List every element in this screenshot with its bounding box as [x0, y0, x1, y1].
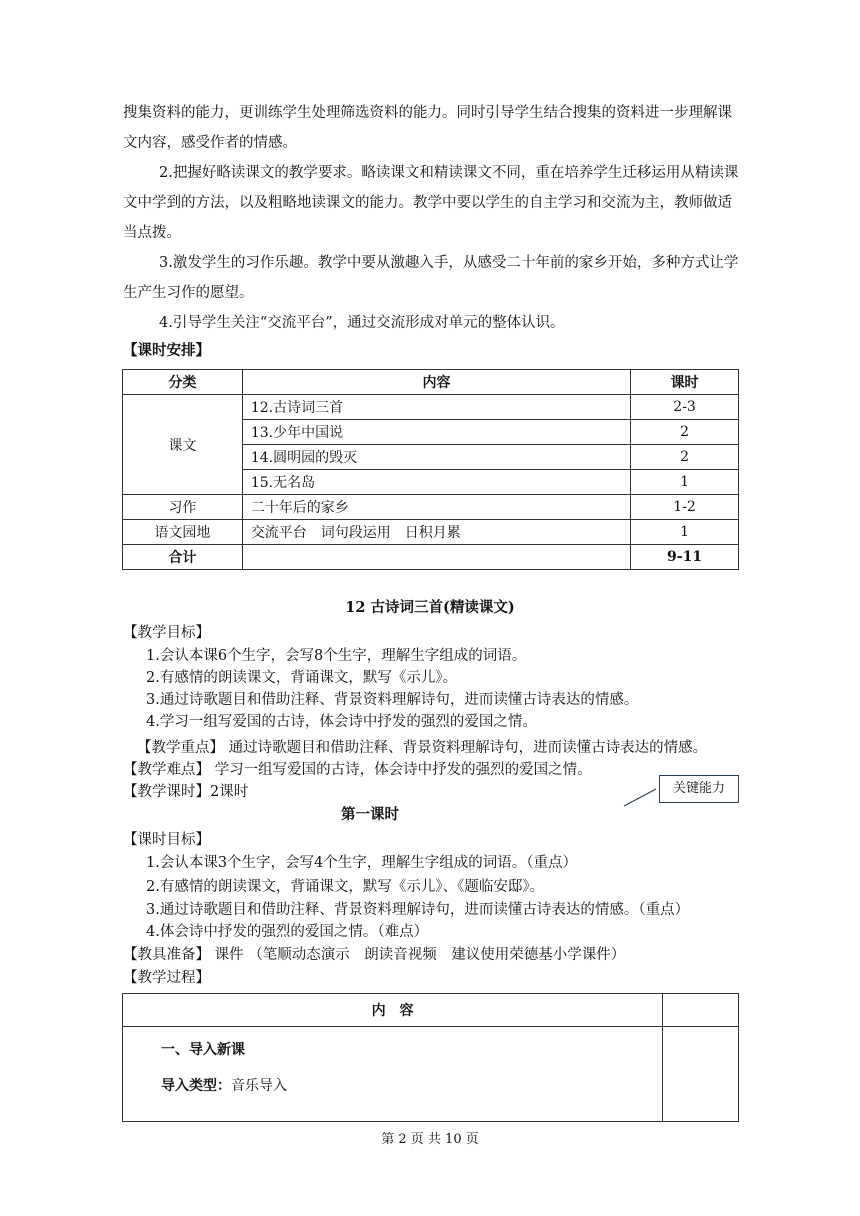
hours-cell: 2: [631, 420, 739, 445]
difficulty: [123, 759, 592, 781]
hours-cell: 1: [631, 470, 739, 495]
key-point-text: 通过诗歌题目和借助注释、背景资料理解诗句，进而读懂古诗表达的情感。: [224, 740, 708, 756]
process-notes-cell: [663, 1027, 739, 1122]
class-hours: [123, 781, 248, 803]
intro-type-label: 导入类型：: [161, 1078, 231, 1094]
materials-text: 课件 （笔顺动态演示 朗读音视频 建议使用荣德基小学课件）: [210, 947, 626, 963]
paragraph-3: 3.激发学生的习作乐趣。教学中要从激趣入手，从感受二十年前的家乡开始，多种方式让学生产生习作的愿望。: [123, 255, 739, 301]
difficulty-label: 【教学难点】: [123, 762, 210, 778]
objective-item: 3.通过诗歌题目和借助注释、背景资料理解诗句，进而读懂古诗表达的情感。: [146, 692, 639, 708]
section-title: 一、导入新课: [161, 1042, 245, 1058]
header-category: 分类: [123, 370, 243, 395]
materials: [123, 944, 625, 966]
process-header-content: 内 容: [123, 994, 663, 1027]
lesson-objective-item: 4.体会诗中抒发的强烈的爱国之情。（难点）: [146, 924, 429, 940]
objective-item: 1.会认本课6个生字，会写8个生字，理解生字组成的词语。: [146, 648, 527, 664]
content-cell: 二十年后的家乡: [242, 495, 630, 520]
lesson-objective-item: 2.有感情的朗读课文，背诵课文，默写《示儿》、《题临安邸》。: [146, 879, 545, 895]
process-header-empty: [663, 994, 739, 1027]
total-content: [242, 545, 630, 570]
process-content-cell: [123, 1027, 663, 1122]
key-ability-callout: 关键能力: [659, 775, 739, 803]
materials-label: 【教具准备】: [123, 947, 210, 963]
table-row: [123, 395, 739, 420]
lesson-objective-item: 1.会认本课3个生字，会写4个生字，理解生字组成的词语。（重点）: [146, 855, 578, 871]
content-cell: 15.无名岛: [242, 470, 630, 495]
category-cell: 习作: [123, 495, 243, 520]
paragraph-1: 搜集资料的能力，更训练学生处理筛选资料的能力。同时引导学生结合搜集的资料进一步理解课文内容，感受作者的情感。: [123, 105, 732, 151]
category-cell: 语文园地: [123, 520, 243, 545]
objectives-heading: 【教学目标】: [123, 625, 210, 641]
total-hours: 9-11: [631, 545, 739, 570]
objective-item: 4.学习一组写爱国的古诗，体会诗中抒发的强烈的爱国之情。: [146, 714, 537, 730]
paragraph-2: 2.把握好略读课文的教学要求。略读课文和精读课文不同，重在培养学生迁移运用从精读课文中学到的方法，以及粗略地读课文的能力。教学中要以学生的自主学习和交流为主，教师做适当点拨。: [123, 165, 739, 241]
paragraph-4: 4.引导学生关注“交流平台”，通过交流形成对单元的整体认识。: [159, 315, 565, 331]
process-body-row: [123, 1027, 739, 1122]
header-hours: 课时: [631, 370, 739, 395]
schedule-heading: 【课时安排】: [123, 342, 210, 359]
intro-type: [161, 1075, 662, 1097]
header-content: 内容: [242, 370, 630, 395]
key-point: [137, 737, 707, 759]
process-header-row: [123, 994, 739, 1027]
schedule-table: [122, 369, 739, 570]
first-lesson-title: 第一课时: [341, 806, 399, 823]
content-cell: 12.古诗词三首: [242, 395, 630, 420]
total-label: 合计: [123, 545, 243, 570]
process-heading: 【教学过程】: [123, 970, 210, 986]
lesson-objectives-heading: 【课时目标】: [123, 832, 210, 848]
table-total-row: [123, 545, 739, 570]
class-hours-label: 【教学课时】: [123, 784, 210, 800]
lesson-title: 12 古诗词三首(精读课文): [345, 599, 515, 616]
objective-item: 2.有感情的朗读课文，背诵课文，默写《示儿》。: [146, 670, 458, 686]
difficulty-text: 学习一组写爱国的古诗，体会诗中抒发的强烈的爱国之情。: [210, 762, 592, 778]
class-hours-text: 2课时: [210, 784, 249, 800]
hours-cell: 1: [631, 520, 739, 545]
lesson-objective-item: 3.通过诗歌题目和借助注释、背景资料理解诗句，进而读懂古诗表达的情感。（重点）: [146, 902, 690, 918]
table-row: [123, 495, 739, 520]
category-cell: 课文: [123, 395, 243, 495]
content-cell: 交流平台 词句段运用 日积月累: [242, 520, 630, 545]
content-cell: 14.圆明园的毁灭: [242, 445, 630, 470]
process-table: [122, 993, 739, 1122]
hours-cell: 1-2: [631, 495, 739, 520]
hours-cell: 2: [631, 445, 739, 470]
hours-cell: 2-3: [631, 395, 739, 420]
content-cell: 13.少年中国说: [242, 420, 630, 445]
intro-type-value: 音乐导入: [231, 1078, 287, 1094]
table-header-row: [123, 370, 739, 395]
key-point-label: 【教学重点】: [137, 740, 224, 756]
page-footer: 第 2 页 共 10 页: [381, 1132, 479, 1147]
table-row: [123, 520, 739, 545]
